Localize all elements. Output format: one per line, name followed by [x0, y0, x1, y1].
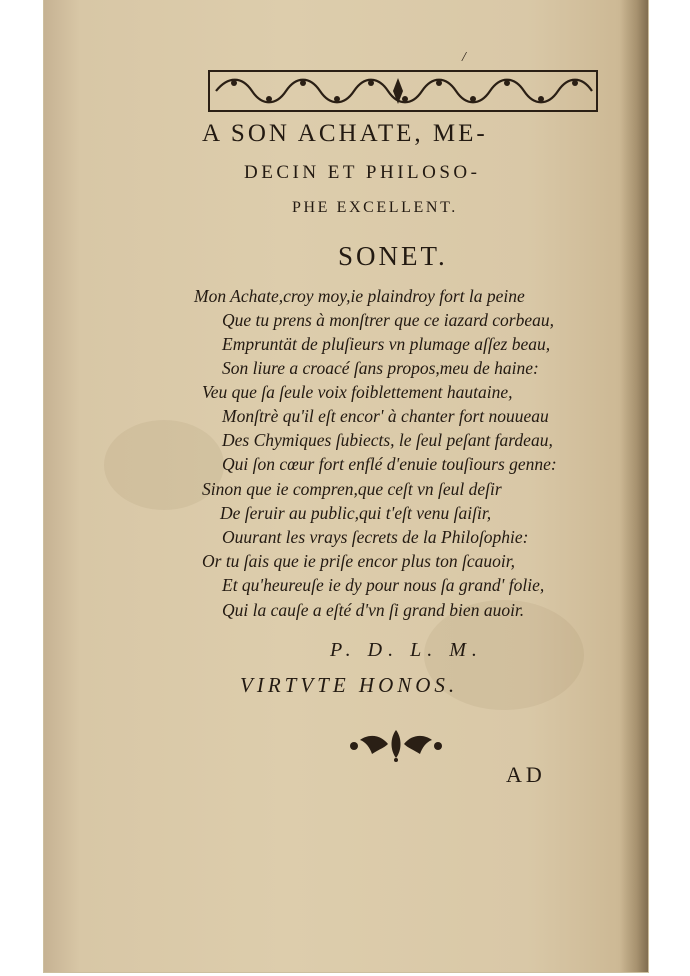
poem-line: Et qu'heureuſe ie dy pour nous ſa grand' folie, [222, 575, 545, 595]
poem-line: Qui la cauſe a eſté d'vn ſi grand bien auoir. [222, 600, 525, 620]
poem-line: Mon Achate,croy moy,ie plaindroy fort la peine [194, 286, 525, 306]
poem-line: Sinon que ie compren,que ceſt vn ſeul deſir [202, 479, 502, 499]
poem-line: Son liure a croacé ſans propos,meu de haine: [222, 358, 539, 378]
poem-line: Veu que ſa ſeule voix foiblettement hautaine, [202, 382, 513, 402]
poem-line: Que tu prens à monſtrer que ce iazard corbeau, [222, 310, 554, 330]
folio-mark: / [462, 50, 466, 65]
sonnet-heading: SONET. [338, 241, 448, 271]
poem-line: Or tu ſais que ie priſe encor plus ton ſcauoir, [202, 551, 516, 571]
title-line-3: PHE EXCELLENT. [292, 199, 458, 216]
motto: VIRTVTE HONOS. [240, 673, 459, 697]
poem-line: Qui ſon cœur fort enflé d'enuie touſiours genne: [222, 454, 557, 474]
title-line-1: A SON ACHATE, ME- [202, 120, 488, 147]
poem-line: Ouurant les vrays ſecrets de la Philoſophie: [222, 527, 529, 547]
page-gutter-shadow [620, 0, 648, 972]
headpiece-ornament [208, 70, 598, 112]
poem-line: De ſeruir au public,qui t'eſt venu ſaiſir, [220, 503, 492, 523]
poem-line: Des Chymiques ſubiects, le ſeul peſant fardeau, [222, 430, 553, 450]
poem-line: Monſtrè qu'il eſt encor' à chanter fort nouueau [222, 406, 549, 426]
poem-line: Empruntät de pluſieurs vn plumage aſſez beau, [222, 334, 551, 354]
fleuron-ornament [344, 726, 448, 762]
catchword: AD [506, 762, 546, 787]
title-line-2: DECIN ET PHILOSO- [244, 162, 481, 183]
book-page [44, 0, 648, 972]
author-initials: P. D. L. M. [330, 639, 483, 661]
